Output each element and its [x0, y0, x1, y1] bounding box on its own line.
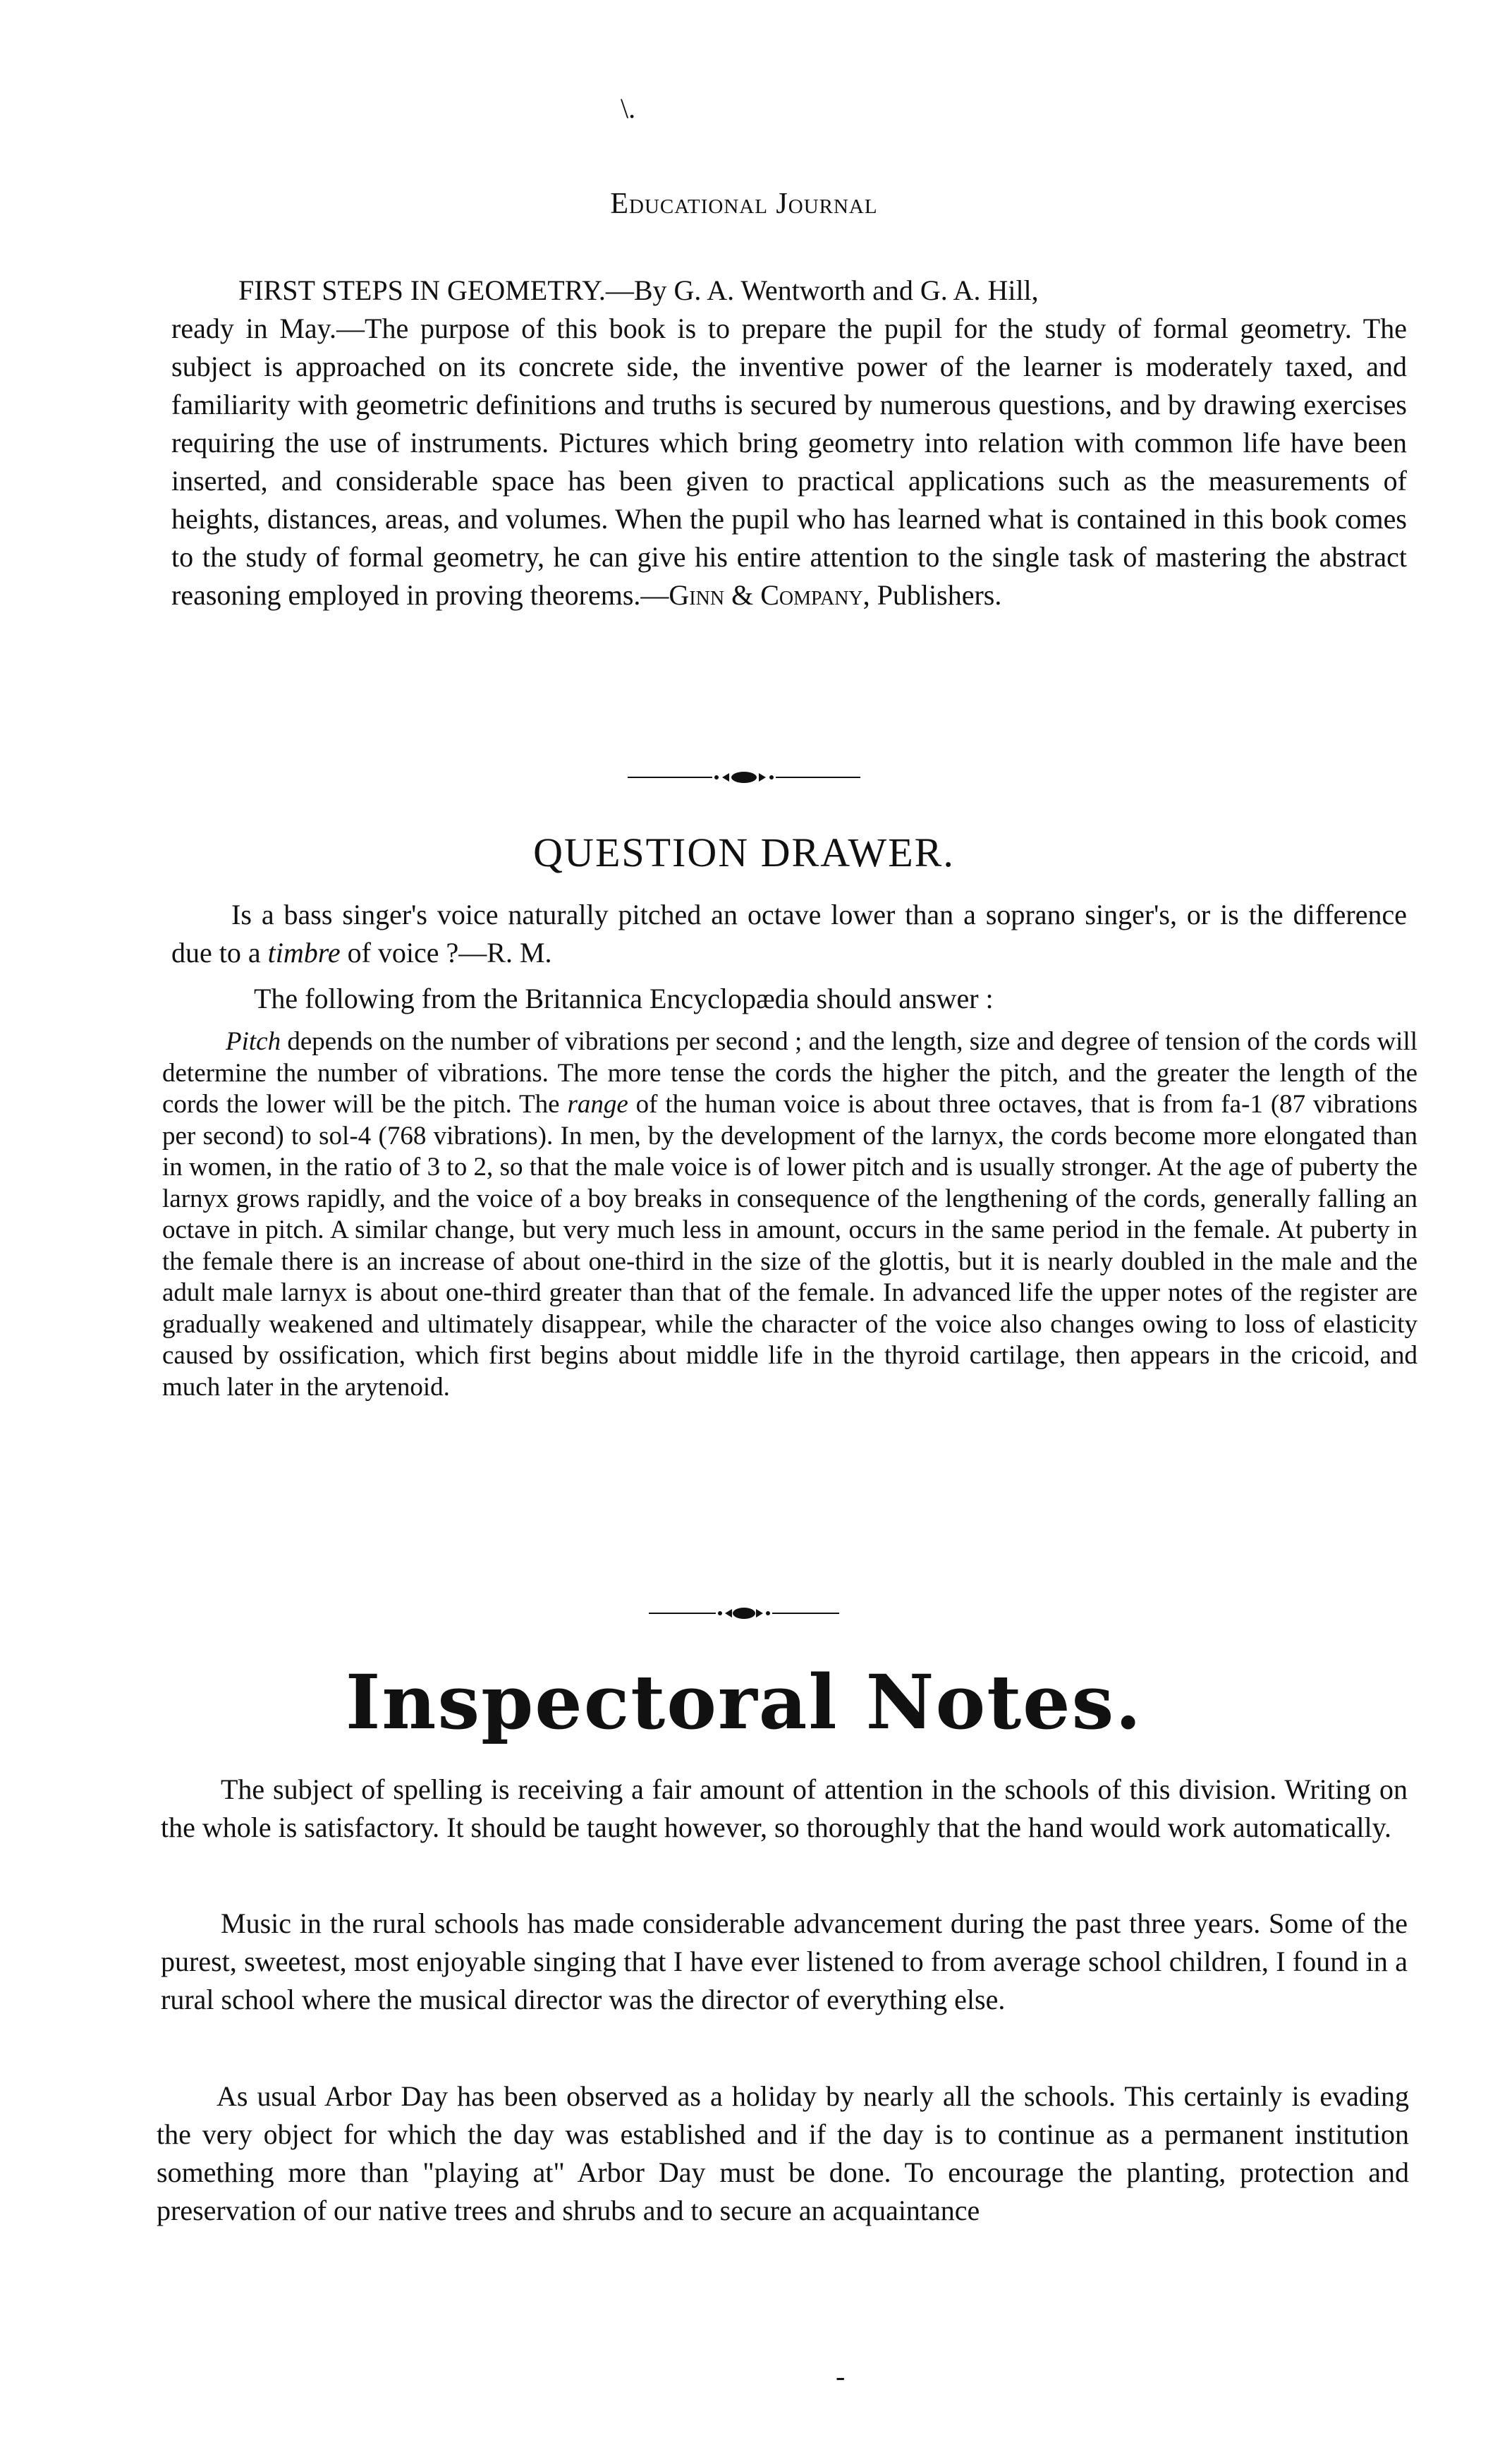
- geometry-notice-text: ready in May.—The purpose of this book is to prepare the pupil for the study of formal geometry. The subject is approached on its concrete side, the inventive power of the learner is moderately taxed, and familiarity with geometric definitions and truths is secured by numerous questions, and by drawing exercises requiring the use of instruments. Pictures which bring geometry into relation with common life have been inserted, and considerable space has been given to practical applications such as the measurements of heights, distances, areas, and volumes. When the pupil who has learned what is contained in this book comes to the study of formal geometry, he can give his entire attention to the single task of mastering the abstract reasoning employed in proving theorems.—: [171, 312, 1407, 611]
- answer-text-part-1: depends on the number of vibrations per second ; and the length, size and degree of tension of the cords will determine the number of vibrations. The more tense the cords the higher the pitch, and the greater the length of the cords the lower will be the pitch. The: [162, 1027, 1417, 1119]
- question-italic: timbre: [267, 937, 341, 969]
- section-divider-ornament-2: [0, 1605, 1488, 1622]
- question-text: [171, 896, 1407, 972]
- divider-ornament-icon-2: [649, 1605, 839, 1622]
- answer-text-part-2: of the human voice is about three octaves, that is from fa-1 (87 vibrations per second) to sol-4 (768 vibrations). In men, by the development of the larnyx, the cords become more elongated than in women, in the ratio of 3 to 2, so that the male voice is of lower pitch and is usually stronger. At the age of puberty the larnyx grows rapidly, and the voice of a boy breaks in consequence of the lengthening of the cords, generally falling an octave in pitch. A similar change, but very much less in amount, occurs in the same period in the female. At puberty in the female there is an increase of about one-third in the size of the glottis, but it is nearly doubled in the male and the adult male larnyx is about one-third greater than that of the female. In advanced life the upper notes of the register are gradually weakened and ultimately disappear, while the character of the voice also changes owing to loss of elasticity caused by ossification, which first begins about middle life in the thyroid cartilage, then appears in the cricoid, and much later in the arytenoid.: [162, 1090, 1418, 1402]
- geometry-notice-body: [171, 310, 1407, 614]
- publisher-suffix: , Publishers.: [862, 579, 1002, 611]
- question-text-end: of voice ?—R. M.: [340, 937, 552, 969]
- running-head: Educational Journal: [610, 188, 878, 220]
- publisher-name: Ginn & Company: [669, 579, 863, 611]
- question-drawer-title: QUESTION DRAWER.: [533, 830, 955, 875]
- answer-italic-range: range: [567, 1090, 628, 1119]
- answer-text: [162, 1026, 1417, 1403]
- answer-italic-pitch: Pitch: [226, 1027, 281, 1056]
- inspectoral-paragraph-3: As usual Arbor Day has been observed as a holiday by nearly all the schools. This certainly is evading the very object for which the day was established and if the day is to continue as a permanent institution something more than "playing at" Arbor Day must be done. To encourage the planting, protection and preservation of our native trees and shrubs and to secure an acquaintance: [157, 2080, 1409, 2226]
- inspectoral-paragraph-1: The subject of spelling is receiving a fair amount of attention in the schools of this division. Writing on the whole is satisfactory. It should be taught however, so thoroughly that the hand would work automatically.: [161, 1773, 1408, 1843]
- geometry-notice-first-line: [171, 272, 1407, 310]
- geometry-notice-heading: FIRST STEPS IN GEOMETRY.—By G. A. Wentworth and G. A. Hill,: [238, 274, 1039, 306]
- section-divider-ornament: [0, 769, 1488, 786]
- inspectoral-paragraph-2: Music in the rural schools has made considerable advancement during the past three years. Some of the purest, sweetest, most enjoyable singing that I have ever listened to from average school children, I found in a rural school where the musical director was the director of everything else.: [161, 1907, 1408, 2015]
- divider-ornament-icon: [628, 769, 860, 786]
- geometry-notice: [171, 272, 1407, 614]
- bottom-mark: -: [836, 2360, 846, 2392]
- top-mark: \.: [621, 92, 636, 124]
- question-text-part: Is a bass singer's voice naturally pitched an octave lower than a soprano singer's, or is the difference due to a: [171, 899, 1407, 969]
- answer-intro: The following from the Britannica Encyclopædia should answer :: [254, 983, 994, 1014]
- inspectoral-notes-title: Inspectoral Notes.: [345, 1658, 1143, 1746]
